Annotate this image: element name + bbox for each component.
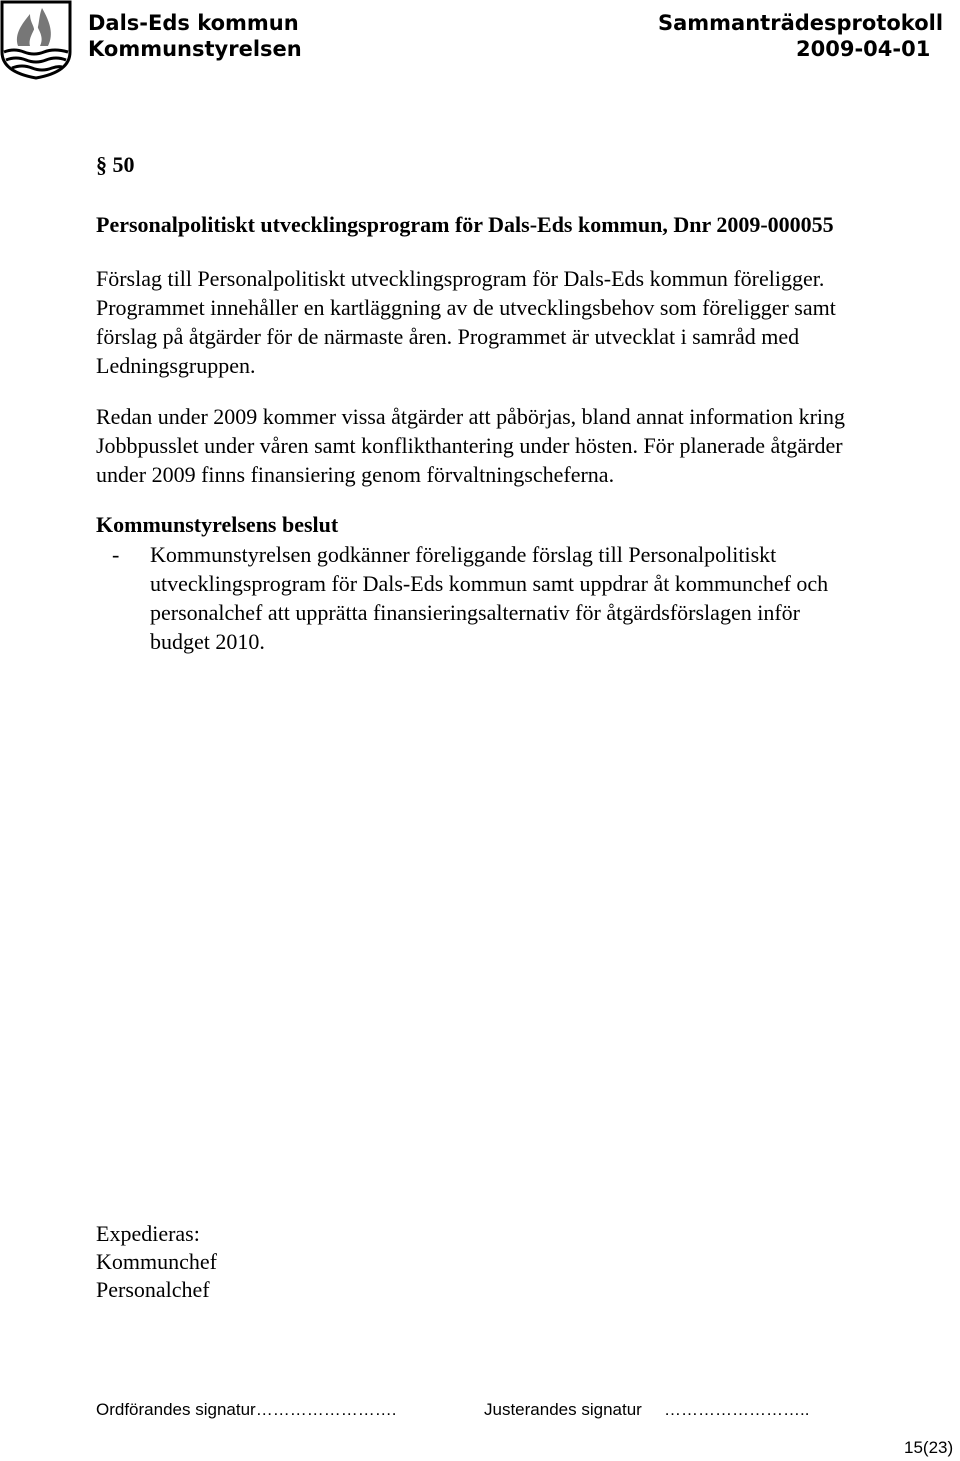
paragraph-2 xyxy=(96,402,845,489)
header-document-type: Sammanträdesprotokoll xyxy=(658,11,944,35)
adjuster-signature-field: …………………….. xyxy=(664,1400,810,1419)
decision-line: Kommunstyrelsen godkänner föreliggande förslag till Personalpolitiskt xyxy=(150,542,777,567)
paragraph-line: Redan under 2009 kommer vissa åtgärder att påbörjas, bland annat information kring xyxy=(96,404,846,429)
dispatch-recipient: Personalchef xyxy=(96,1277,210,1302)
paragraph-1 xyxy=(96,264,836,380)
page-number: 15(23) xyxy=(904,1438,954,1457)
dispatch-recipient: Kommunchef xyxy=(96,1249,217,1274)
paragraph-line: Programmet innehåller en kartläggning av de utvecklingsbehov som föreligger samt xyxy=(96,295,836,320)
paragraph-line: under 2009 finns finansiering genom förvaltningscheferna. xyxy=(96,462,615,487)
paragraph-line: Jobbpusslet under våren samt konflikthantering under hösten. För planerade åtgärder xyxy=(96,433,843,458)
dispatch-block xyxy=(96,1220,217,1304)
section-number: § 50 xyxy=(96,152,135,177)
adjuster-signature-label: Justerandes signatur xyxy=(484,1400,642,1419)
header-board: Kommunstyrelsen xyxy=(88,37,302,61)
decision-line: utvecklingsprogram för Dals-Eds kommun samt uppdrar åt kommunchef och xyxy=(150,571,829,596)
chair-signature-field: Ordförandes signatur……………………. xyxy=(96,1400,397,1419)
header-organization: Dals-Eds kommun xyxy=(88,11,299,35)
section-title: Personalpolitiskt utvecklingsprogram för Dals-Eds kommun, Dnr 2009-000055 xyxy=(96,212,834,237)
decision-line: budget 2010. xyxy=(150,629,265,654)
decision-text xyxy=(150,540,828,656)
decision-dash: - xyxy=(112,542,120,567)
paragraph-line: förslag på åtgärder för de närmaste åren. Programmet är utvecklat i samråd med xyxy=(96,324,800,349)
municipal-coat-of-arms-icon xyxy=(0,0,72,80)
paragraph-line: Förslag till Personalpolitiskt utvecklingsprogram för Dals-Eds kommun föreligger. xyxy=(96,266,825,291)
decision-heading: Kommunstyrelsens beslut xyxy=(96,512,339,537)
header-date: 2009-04-01 xyxy=(796,37,931,61)
paragraph-line: Ledningsgruppen. xyxy=(96,353,256,378)
dispatch-label: Expedieras: xyxy=(96,1221,200,1246)
decision-line: personalchef att upprätta finansieringsalternativ för åtgärdsförslagen inför xyxy=(150,600,800,625)
